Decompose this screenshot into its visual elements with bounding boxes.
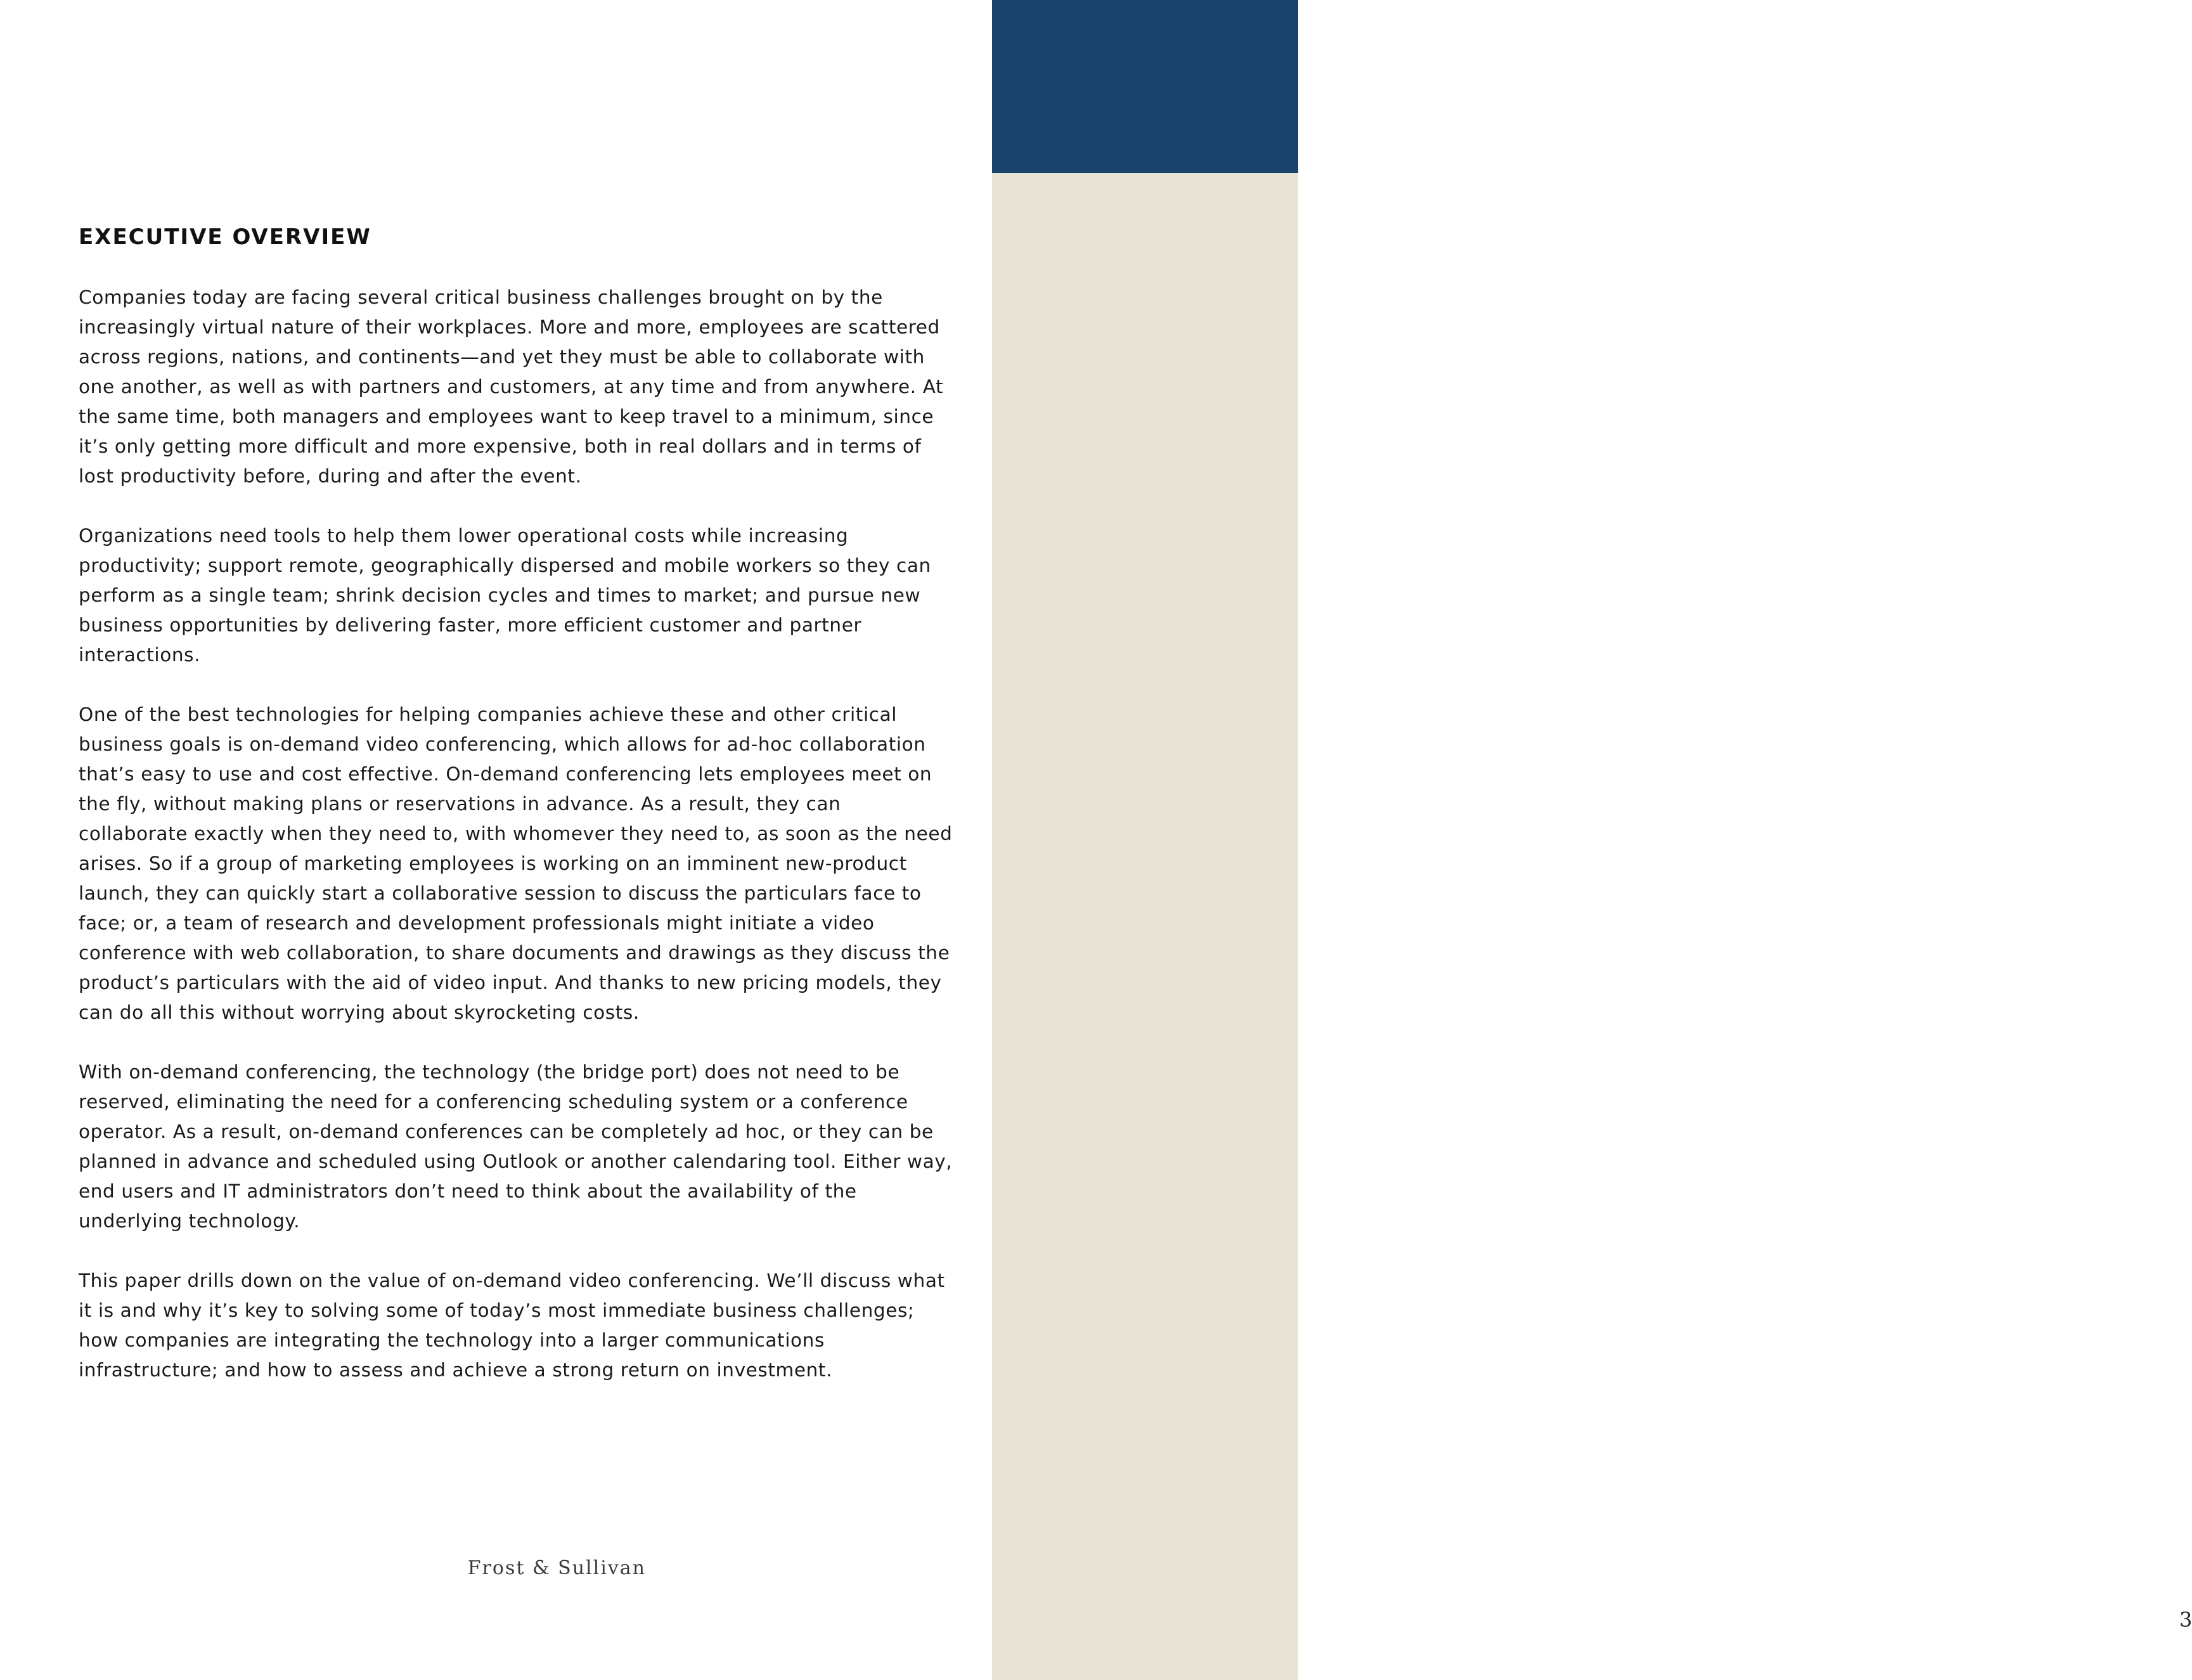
- section-heading: EXECUTIVE OVERVIEW: [79, 224, 371, 250]
- footer-company-name: Frost & Sullivan: [467, 1557, 646, 1579]
- body-text: [79, 283, 953, 1415]
- sidebar-header-block: [992, 0, 1298, 173]
- body-paragraph-2: Organizations need tools to help them lower operational costs while increasing productivity; support remote, geographically dispersed and mobile workers so they can perform as a single team; shrink decision cycles and times to market; and pursue new business opportunities by delivering faster, more efficient customer and partner interactions.: [79, 525, 931, 666]
- body-paragraph-3: One of the best technologies for helping companies achieve these and other critical business goals is on-demand video conferencing, which allows for ad-hoc collaboration that’s easy to use and cost effective. On-demand conferencing lets employees meet on the fly, without making plans or reservations in advance. As a result, they can collaborate exactly when they need to, with whomever they need to, as soon as the need arises. So if a group of marketing employees is working on an imminent new-product launch, they can quickly start a collaborative session to discuss the particulars face to face; or, a team of research and development professionals might initiate a video conference with web collaboration, to share documents and drawings as they discuss the product’s particulars with the aid of video input. And thanks to new pricing models, they can do all this without worrying about skyrocketing costs.: [79, 704, 953, 1023]
- body-paragraph-4: With on-demand conferencing, the technology (the bridge port) does not need to be reserved, eliminating the need for a conferencing scheduling system or a conference operator. As a result, on-demand conferences can be completely ad hoc, or they can be planned in advance and scheduled using Outlook or another calendaring tool. Either way, end users and IT administrators don’t need to think about the availability of the underlying technology.: [79, 1061, 953, 1232]
- page-number: 3: [2179, 1608, 2192, 1632]
- sidebar-panel: [992, 0, 2192, 1680]
- page-main-area: [0, 0, 992, 1680]
- body-paragraph-1: Companies today are facing several critical business challenges brought on by the increasingly virtual nature of their workplaces. More and more, employees are scattered across regions, nations, and continents—and yet they must be able to collaborate with one another, as well as with partners and customers, at any time and from anywhere. At the same time, both managers and employees want to keep travel to a minimum, since it’s only getting more difficult and more expensive, both in real dollars and in terms of lost productivity before, during and after the event.: [79, 287, 944, 487]
- body-paragraph-5: This paper drills down on the value of on-demand video conferencing. We’ll discuss what it is and why it’s key to solving some of today’s most immediate business challenges; how companies are integrating the technology into a larger communications infrastructure; and how to assess and achieve a strong return on investment.: [79, 1270, 945, 1381]
